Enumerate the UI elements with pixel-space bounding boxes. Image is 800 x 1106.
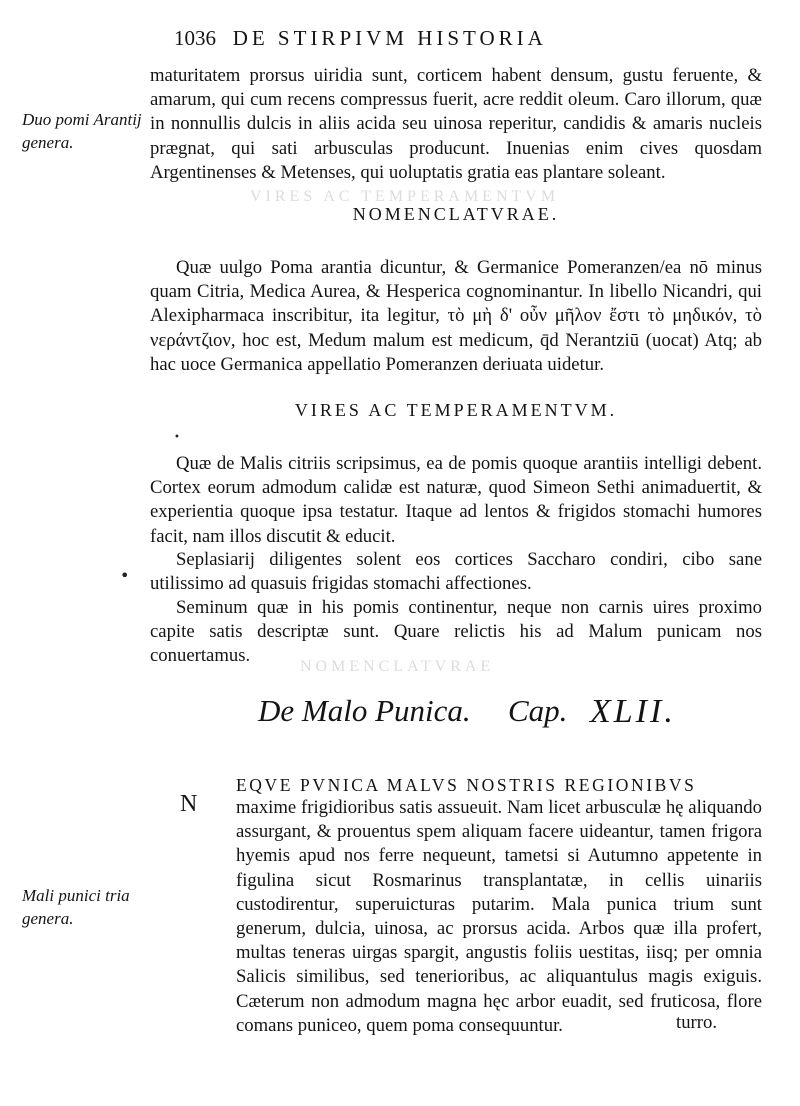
vires-paragraph: Quæ de Malis citriis scripsimus, ea de pomis quoque arantiis intelligi debent. Cortex eorum admodum calidæ est naturæ, quod Simeon Sethi animaduertit, & experientia quoque ipsa testatur. Itaque ad lentos & frigidos stomachi humores facit, nam illos discutit & educit. [150, 453, 762, 547]
bleed-through-text: VIRES AC TEMPERAMENTVM [250, 188, 560, 205]
vires-paragraph: Seplasiarij diligentes solent eos cortices Saccharo condiri, cibo sane utilissimo ad quasuis frigidas stomachi affectiones. [150, 549, 762, 595]
ink-mark-icon: • [174, 432, 180, 443]
margin-note: Mali punici tria genera. [22, 886, 130, 928]
chapter-title: De Malo Punica. [258, 693, 471, 728]
initial-letter: N [180, 791, 198, 817]
chapter-cap-label: Cap. [508, 693, 568, 728]
nomenclature-paragraph: Quæ uulgo Poma arantia dicuntur, & Germanice Pomeranzen/ea nō minus quam Citria, Medica Aurea, & Hesperica cognominantur. In libello Nicandri, qui Alexipharmaca inscribitur, ita legitur, τὸ μὴ δ' οὖν μῆλον ἔστι τὸ μηδικόν, τὸ νεράντζιον, hoc est, Medum malum est medicum, q̄d Nerantziū (uocat) Atq; ab hac uoce Germanica appellatio Pomeranzen deriuata uidetur. [150, 257, 762, 375]
bleed-through-text: NOMENCLATVRAE [300, 658, 495, 675]
chapter-body [150, 796, 762, 1038]
chapter-paragraph: maxime frigidioribus satis assueuit. Nam licet arbusculæ hę aliquando assurgant, & prouentus spem aliquam facere uideantur, tamen frigora hyemis apud nos ferre nequeunt, tametsi si Autumno appetente in figulina sicut Rosmarinus transplantatæ, in cellis uinariis custodirentur, superuicturas putarim. Mala punica trium sunt generum, dulcia, uinosa, ac prorsus acida. Arbos quæ illa profert, multas teneras uirgas spargit, angustis foliis uestitas, iisq; per omnia Salicis similibus, sed tenerioribus, ac aliquantulus magis exiguis. Cæterum non admodum magna hęc arbor euadit, sed fruticosa, flore comans puniceo, quem poma consequuntur. [236, 797, 762, 1036]
ink-mark-icon: • [120, 566, 130, 585]
section-heading: VIRES AC TEMPERAMENTVM. [294, 400, 618, 420]
running-header [174, 26, 547, 51]
catchword: turro. [676, 1012, 717, 1033]
caps-opening-line: EQVE PVNICA MALVS NOSTRIS REGIONIBVS [236, 775, 697, 795]
margin-note: Duo pomi Arantij genera. [22, 110, 142, 152]
running-title: DE STIRPIVM HISTORIA [232, 26, 547, 50]
page-number: 1036 [174, 26, 216, 50]
section-heading: NOMENCLATVRAE. [352, 204, 560, 224]
vires-paragraph: Seminum quæ in his pomis continentur, neque non carnis uires proximo capite satis descriptæ sunt. Quare relictis his ad Malum punicam nos conuertamus. [150, 597, 762, 667]
chapter-number: XLII. [590, 693, 676, 730]
intro-paragraph: maturitatem prorsus uiridia sunt, corticem habent densum, gustu feruente, & amarum, qui cum recens compressus fuerit, acre reddit oleum. Caro illorum, quæ in nonnullis dulcis in aliis acida seu uinosa reperitur, candidis & amaris nucleis prægnat, qui sati arbusculas producunt. Inuenias enim cives quosdam Argentinenses & Metenses, qui uoluptatis gratia eas plantare soleant. [150, 65, 762, 183]
